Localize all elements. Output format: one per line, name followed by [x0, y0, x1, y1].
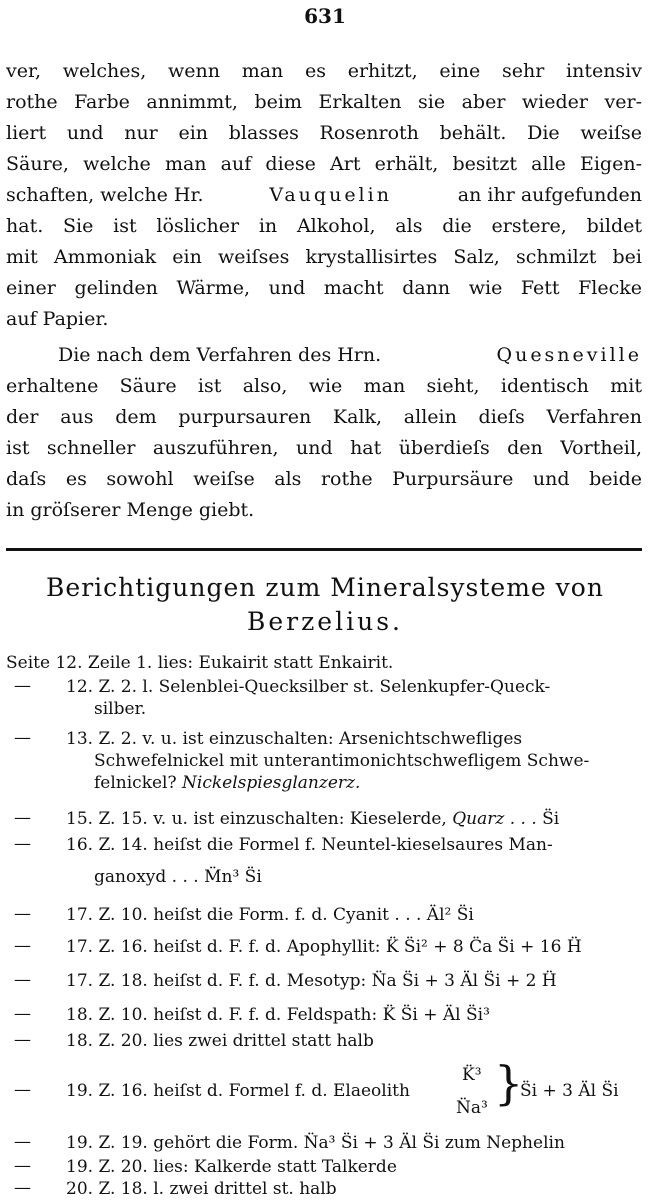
paragraph-line: der aus dem purpursauren Kalk, allein dieſs Verfahren [6, 406, 642, 428]
correction-line: silber. [94, 699, 147, 719]
paragraph-line: hat. Sie ist löslicher in Alkohol, als die erstere, bildet [6, 215, 642, 237]
correction-line: 17. Z. 18. heiſst d. F. f. d. Mesotyp: N̈a S̈i + 3 Äl S̈i + 2 Ḧ [66, 971, 557, 991]
correction-line [94, 866, 262, 888]
section-divider [6, 548, 642, 551]
ditto-dash: — [14, 728, 31, 748]
paragraph-line: daſs es sowohl weiſse als rothe Purpursäure und beide [6, 468, 642, 490]
paragraph-line: auf Papier. [6, 308, 109, 330]
section-heading: Berichtigungen zum Mineralsysteme von [46, 573, 604, 602]
formula: M̈n³ S̈i [204, 867, 262, 887]
text-span: Die nach dem Verfahren des Hrn. [58, 344, 382, 366]
formula: K̈³ [462, 1065, 482, 1085]
mineral-name: Quarz . . . [452, 809, 537, 829]
page-number: 631 [304, 4, 346, 28]
formula: N̈a³ [456, 1098, 488, 1118]
ditto-dash: — [14, 1080, 31, 1100]
correction-line [66, 808, 559, 830]
paragraph-line: einer gelinden Wärme, und macht dann wie Fett Flecke [6, 277, 642, 299]
correction-line [94, 772, 360, 794]
ditto-dash: — [14, 808, 31, 828]
paragraph-line: erhaltene Säure ist also, wie man sieht, identisch mit [6, 375, 642, 397]
author-name: Vauquelin [269, 184, 392, 206]
correction-line: Schwefelnickel mit unterantimonichtschwefligem Schwe- [94, 751, 590, 771]
ditto-dash: — [14, 1030, 31, 1050]
correction-line: 13. Z. 2. v. u. ist einzuschalten: Arsenichtschwefliges [66, 729, 523, 749]
ditto-dash: — [14, 970, 31, 990]
mineral-name: Nickelspiesglanzerz. [182, 773, 361, 793]
correction-line: 18. Z. 10. heiſst d. F. f. d. Feldspath: K̈ S̈i + Äl S̈i³ [66, 1005, 490, 1025]
text-span: schaften, welche Hr. [6, 184, 204, 206]
text-span: ganoxyd . . . [94, 867, 199, 887]
paragraph-line [6, 180, 642, 211]
correction-line: 17. Z. 10. heiſst die Form. f. d. Cyanit . . . Äl² S̈i [66, 905, 474, 925]
correction-line: 19. Z. 20. lies: Kalkerde statt Talkerde [66, 1157, 397, 1177]
correction-line: 16. Z. 14. heiſst die Formel f. Neuntel-kieselsaures Man- [66, 835, 553, 855]
paragraph-line: in gröſserer Menge giebt. [6, 499, 255, 521]
paragraph-line: rothe Farbe annimmt, beim Erkalten sie aber wieder ver- [6, 91, 642, 113]
ditto-dash: — [14, 904, 31, 924]
correction-line: 18. Z. 20. lies zwei drittel statt halb [66, 1031, 374, 1051]
author-name: Quesneville [496, 344, 642, 366]
correction-line: 19. Z. 19. gehört die Form. N̈a³ S̈i + 3 Äl S̈i zum Nephelin [66, 1133, 565, 1153]
correction-line: 17. Z. 16. heiſst d. F. f. d. Apophyllit: K̈ S̈i² + 8 C̈a S̈i + 16 Ḧ [66, 937, 582, 957]
ditto-dash: — [14, 1156, 31, 1176]
section-heading-author: Berzelius. [247, 607, 403, 636]
text-span: 15. Z. 15. v. u. ist einzuschalten: Kieselerde, [66, 809, 447, 829]
ditto-dash: — [14, 936, 31, 956]
paragraph-line: Säure, welche man auf diese Art erhält, besitzt alle Eigen- [6, 153, 642, 175]
correction-line: 19. Z. 16. heiſst d. Formel f. d. Elaeolith [66, 1081, 410, 1101]
ditto-dash: — [14, 676, 31, 696]
paragraph-line [6, 340, 642, 371]
text-span: an ihr aufgefunden [457, 184, 642, 206]
ditto-dash: — [14, 1132, 31, 1152]
formula: S̈i [542, 809, 560, 829]
correction-line: 12. Z. 2. l. Selenblei-Quecksilber st. Selenkupfer-Queck- [66, 677, 551, 697]
brace: } [494, 1056, 524, 1110]
correction-line: Seite 12. Zeile 1. lies: Eukairit statt Enkairit. [6, 653, 394, 673]
paragraph-line: ist schneller auszuführen, und hat überdieſs den Vortheil, [6, 437, 642, 459]
ditto-dash: — [14, 834, 31, 854]
correction-line: 20. Z. 18. l. zwei drittel st. halb [66, 1179, 337, 1199]
paragraph-line: ver, welches, wenn man es erhitzt, eine sehr intensiv [6, 60, 642, 82]
ditto-dash: — [14, 1178, 31, 1198]
ditto-dash: — [14, 1004, 31, 1024]
paragraph-line: liert und nur ein blasses Rosenroth behält. Die weiſse [6, 122, 642, 144]
text-span: felnickel? [94, 773, 177, 793]
paragraph-line: mit Ammoniak ein weiſses krystallisirtes Salz, schmilzt bei [6, 246, 642, 268]
formula: S̈i + 3 Äl S̈i [520, 1081, 619, 1101]
